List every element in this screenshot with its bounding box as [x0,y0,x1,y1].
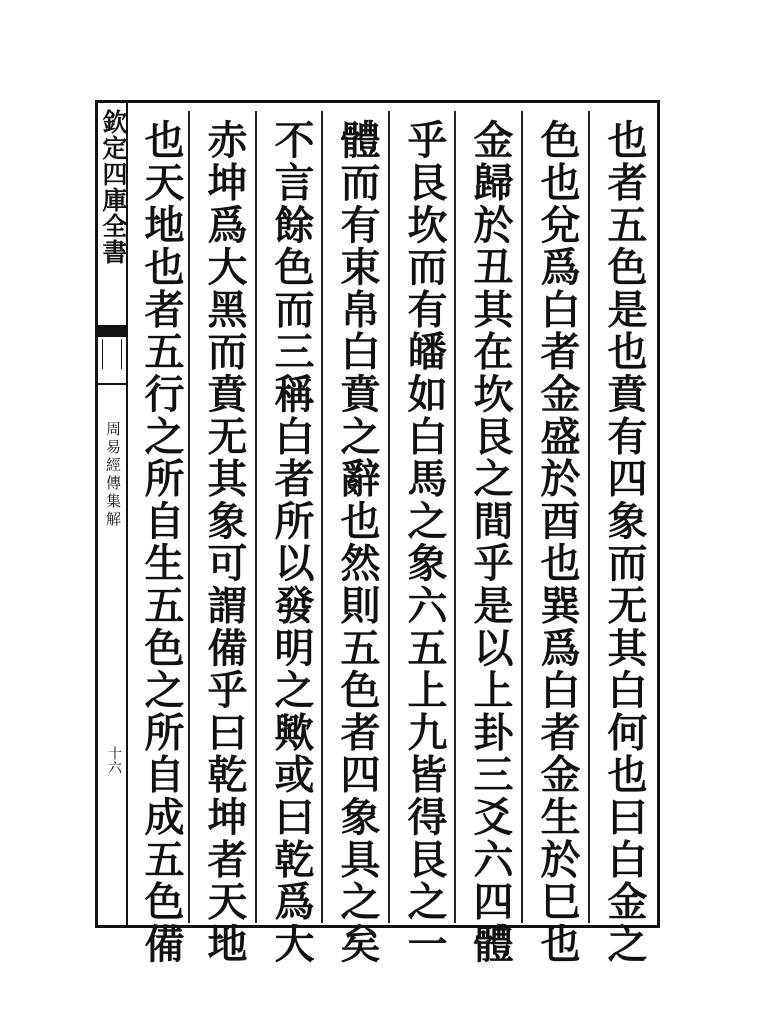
text-column-8-content: 也天地也者五行之所自生五色之所自成五色備 [138,119,185,965]
text-column-5 [324,111,390,965]
text-column-6 [258,111,324,965]
text-column-3-content: 金歸於丑其在坎艮之間乎是以上卦三爻六四體 [467,119,514,965]
text-column-3 [457,111,523,965]
text-column-4 [391,111,457,965]
book-title: 周易經傳集解 [104,421,122,529]
text-column-4-content: 乎艮坎而有皤如白馬之象六五上九皆得艮之一 [401,119,448,965]
library-title: 欽定四庫全書 [99,109,128,265]
text-column-7 [191,111,257,965]
text-column-1-content: 也者五色是也賁有四象而无其白何也曰白金之 [601,119,648,965]
text-column-6-content: 不言餘色而三稱白者所以發明之歟或曰乾爲大 [268,119,315,965]
text-column-5-content: 體而有束帛白賁之辭也然則五色者四象具之矣 [334,119,381,965]
fish-tail-ornament-icon [98,325,126,385]
text-column-1 [591,111,657,965]
text-column-2-content: 色也兌爲白者金盛於酉也巽爲白者金生於巳也 [534,119,581,965]
folio-number: 十六 [106,746,122,774]
text-column-7-content: 赤坤爲大黑而賁无其象可謂備乎曰乾坤者天地 [201,119,248,965]
text-column-8 [128,111,194,965]
page-margin-strip [98,103,128,925]
document-page [95,100,660,965]
text-column-2 [524,111,590,965]
